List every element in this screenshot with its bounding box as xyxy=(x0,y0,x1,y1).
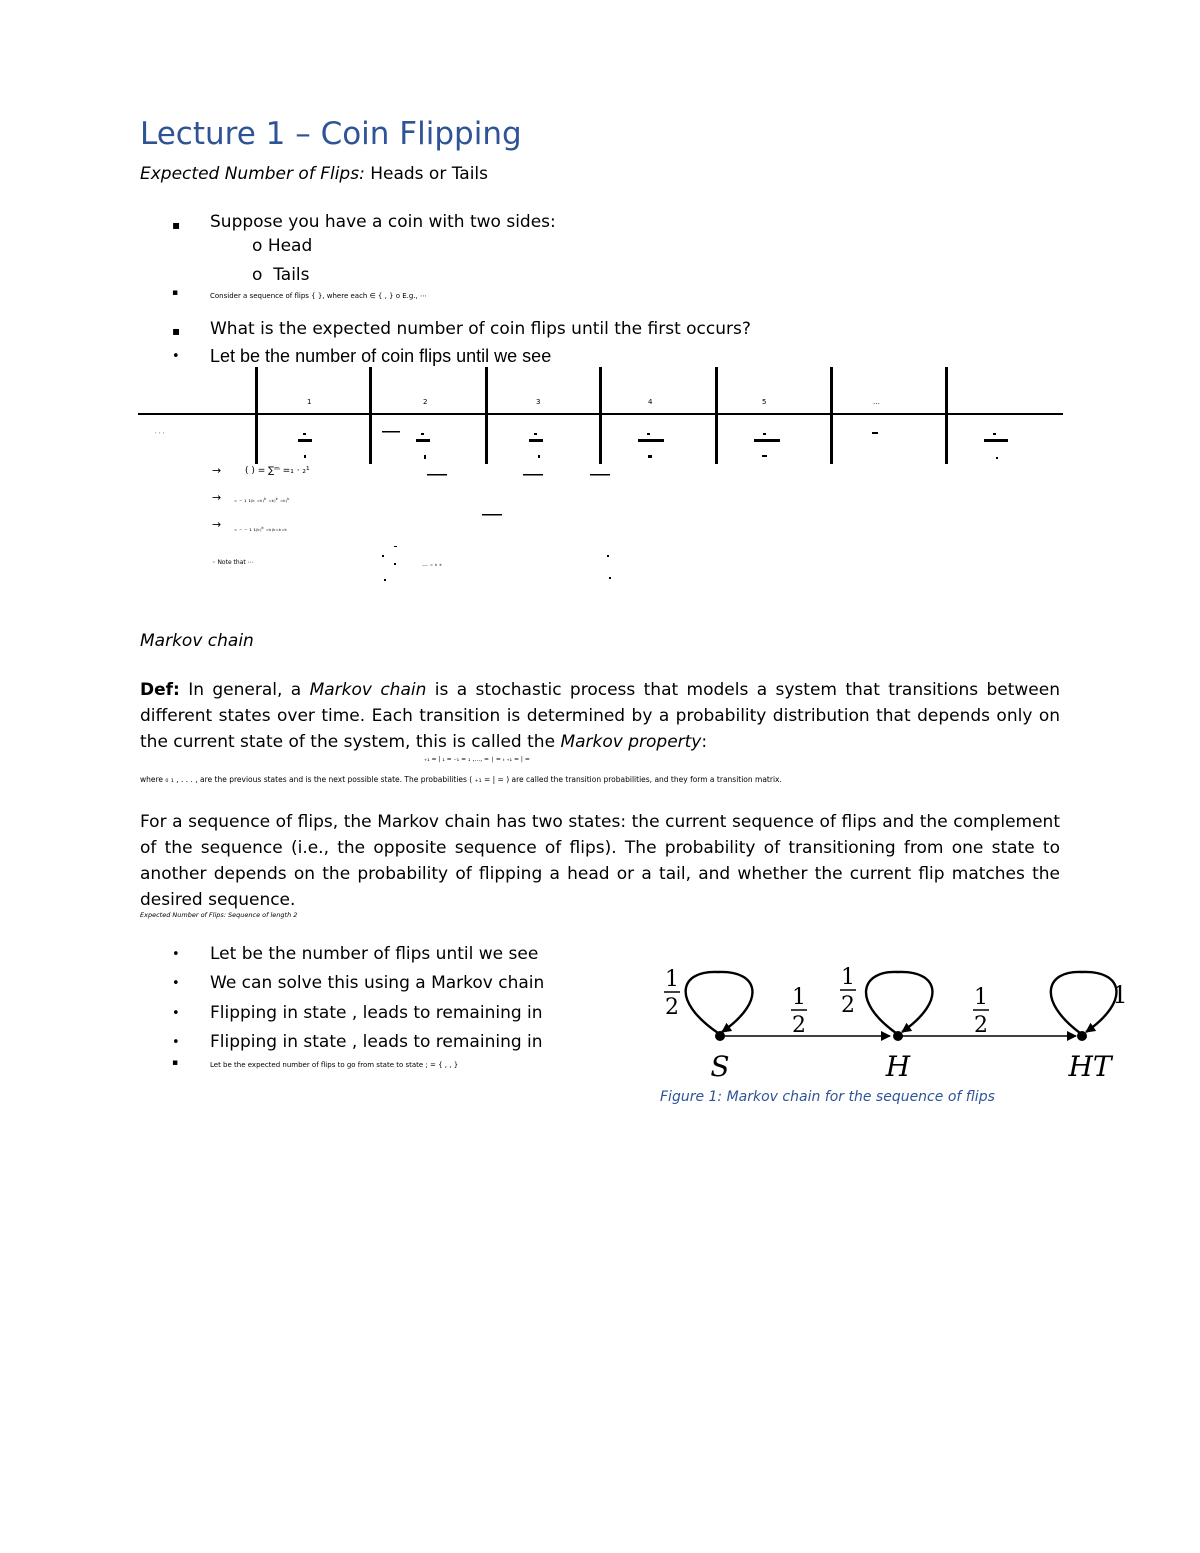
table-header-cell: 5 xyxy=(762,398,767,406)
state-label-ht: HT xyxy=(1068,1050,1112,1083)
table-header-cell: 3 xyxy=(536,398,541,406)
bullet-let: Let be the number of coin flips until we see xyxy=(210,346,552,366)
bullet-marker: ▪ xyxy=(172,1058,179,1068)
definition-label: Def: xyxy=(140,680,180,700)
state-label-h: H xyxy=(885,1050,911,1083)
bullet-marker: ▪ xyxy=(172,288,179,298)
bullet-question: What is the expected number of coin flips until the first occurs? xyxy=(210,319,751,339)
prob-loop-ht: 1 xyxy=(1112,981,1128,1009)
definition-paragraph xyxy=(140,677,1060,755)
sub-bullet-tails: o Tails xyxy=(252,265,310,285)
bullet-marker: • xyxy=(172,976,180,991)
derivation-line-1: ( ) = ∑ᵐ =₁ ⋅ ₂¹ xyxy=(245,466,310,476)
state-node-ht xyxy=(1077,1031,1087,1041)
table-column-divider xyxy=(255,367,258,464)
subtitle xyxy=(140,164,488,184)
bullet-expected: Let be the expected number of flips to go from state to state ; = { , , } xyxy=(210,1061,459,1069)
definition-property: Markov property xyxy=(560,732,702,752)
bullet-markov: We can solve this using a Markov chain xyxy=(210,973,545,993)
sub-bullet-head: o Head xyxy=(252,236,313,256)
sub-bullet-tails-text: Tails xyxy=(273,265,310,285)
bullet-let-flips: Let be the number of flips until we see xyxy=(210,944,539,964)
prob-s-h-num: 1 xyxy=(792,985,806,1010)
bullet-marker: ▪ xyxy=(172,324,181,338)
arrow-icon: → xyxy=(212,491,222,504)
section-heading-markov: Markov chain xyxy=(140,631,254,651)
self-loop-h xyxy=(866,972,932,1033)
bullet-suppose: Suppose you have a coin with two sides: xyxy=(210,212,556,232)
prob-loop-h-den: 2 xyxy=(841,993,855,1018)
sequence-paragraph: For a sequence of flips, the Markov chain has two states: the current sequence of flips and the complement of the sequence (i.e., the opposite sequence of flips). The probability of transitioning from one state to another depends on the probability of flipping a head or a tail, and whether the current flip matches the desired sequence. xyxy=(140,812,1060,910)
derivation-rules xyxy=(425,470,615,520)
bullet-consider: Consider a sequence of flips { }, where each ∈ { , } o E.g., ⋯ xyxy=(210,292,427,300)
definition-term: Markov chain xyxy=(309,680,427,700)
table-header-cell: 1 xyxy=(307,398,312,406)
self-loop-s xyxy=(686,972,753,1033)
definition-text-b: is a stochastic process that models a system that transitions between different states over time. Each transition is determined by a probability distribution that depends only on the current state of the system, this is called the xyxy=(140,680,1060,752)
self-loop-ht xyxy=(1051,972,1117,1033)
bullet-marker: ▪ xyxy=(172,218,181,232)
small-heading: Expected Number of Flips: Sequence of length 2 xyxy=(140,911,298,919)
arrow-icon: → xyxy=(212,464,222,477)
bullet-marker: • xyxy=(172,1006,180,1021)
derivation-note-marks xyxy=(378,543,618,585)
derivation-line-3: ₌ ₋ ₋ ₁ ₁₍ₖ₎ᵏ ₌ₖ₎ₖ₌ₖ₌ₖ xyxy=(234,526,288,533)
derivation-note: ◦ Note that ⋯ xyxy=(212,559,254,566)
bullet-flipping-2: Flipping in state , leads to remaining in xyxy=(210,1032,543,1052)
table-row-label: ⋅ ⋅ ⋅ xyxy=(155,430,165,437)
figure-caption: Figure 1: Markov chain for the sequence of flips xyxy=(660,1089,995,1105)
sub-bullet-head-text: Head xyxy=(267,236,313,256)
bullet-flipping-1: Flipping in state , leads to remaining in xyxy=(210,1003,543,1023)
prob-h-ht-num: 1 xyxy=(974,985,988,1010)
definition-text-c: : xyxy=(701,732,708,752)
bullet-marker: • xyxy=(172,1035,180,1050)
table-fraction-marks xyxy=(280,425,1030,465)
prob-loop-s-num: 1 xyxy=(665,967,679,992)
bullet-marker: • xyxy=(172,349,180,364)
definition-text-a: In general, a xyxy=(179,680,310,700)
derivation-note-tail: … ₌ ₖ ₖ xyxy=(422,561,442,568)
markov-chain-diagram xyxy=(650,960,1140,1085)
derivation-line-2: ₌ ₋ ₁ ₁₍ₖ ₌ₖ₎ᵏ ₌ₖ₎ᵏ ₌ₖ₎ᵏ xyxy=(234,497,290,504)
prob-s-h-den: 2 xyxy=(792,1013,806,1038)
markov-formula: ₊₁ = | ₁ = ₋₁ = ₁ ,…, = ∣ = ₜ ₊₁ = | = xyxy=(424,756,530,763)
prob-loop-h-num: 1 xyxy=(841,965,855,990)
arrow-icon: → xyxy=(212,518,222,531)
page-title: Lecture 1 – Coin Flipping xyxy=(140,116,522,152)
table-header-cell: 2 xyxy=(423,398,428,406)
table-header-cell: 4 xyxy=(648,398,653,406)
prob-loop-s-den: 2 xyxy=(665,995,679,1020)
formula-where-line: where ₀ ₁ , . . . , are the previous states and is the next possible state. The probabilities ( ₊₁ = | = ) are called the transition probabilities, and they form a transition matrix. xyxy=(140,775,782,784)
subtitle-normal: Heads or Tails xyxy=(364,164,489,184)
state-node-h xyxy=(893,1031,903,1041)
bullet-marker: • xyxy=(172,947,180,962)
state-label-s: S xyxy=(710,1050,730,1083)
subtitle-italic: Expected Number of Flips: xyxy=(140,164,365,184)
table-header-cell: … xyxy=(873,398,880,406)
state-node-s xyxy=(715,1031,725,1041)
prob-h-ht-den: 2 xyxy=(974,1013,988,1038)
